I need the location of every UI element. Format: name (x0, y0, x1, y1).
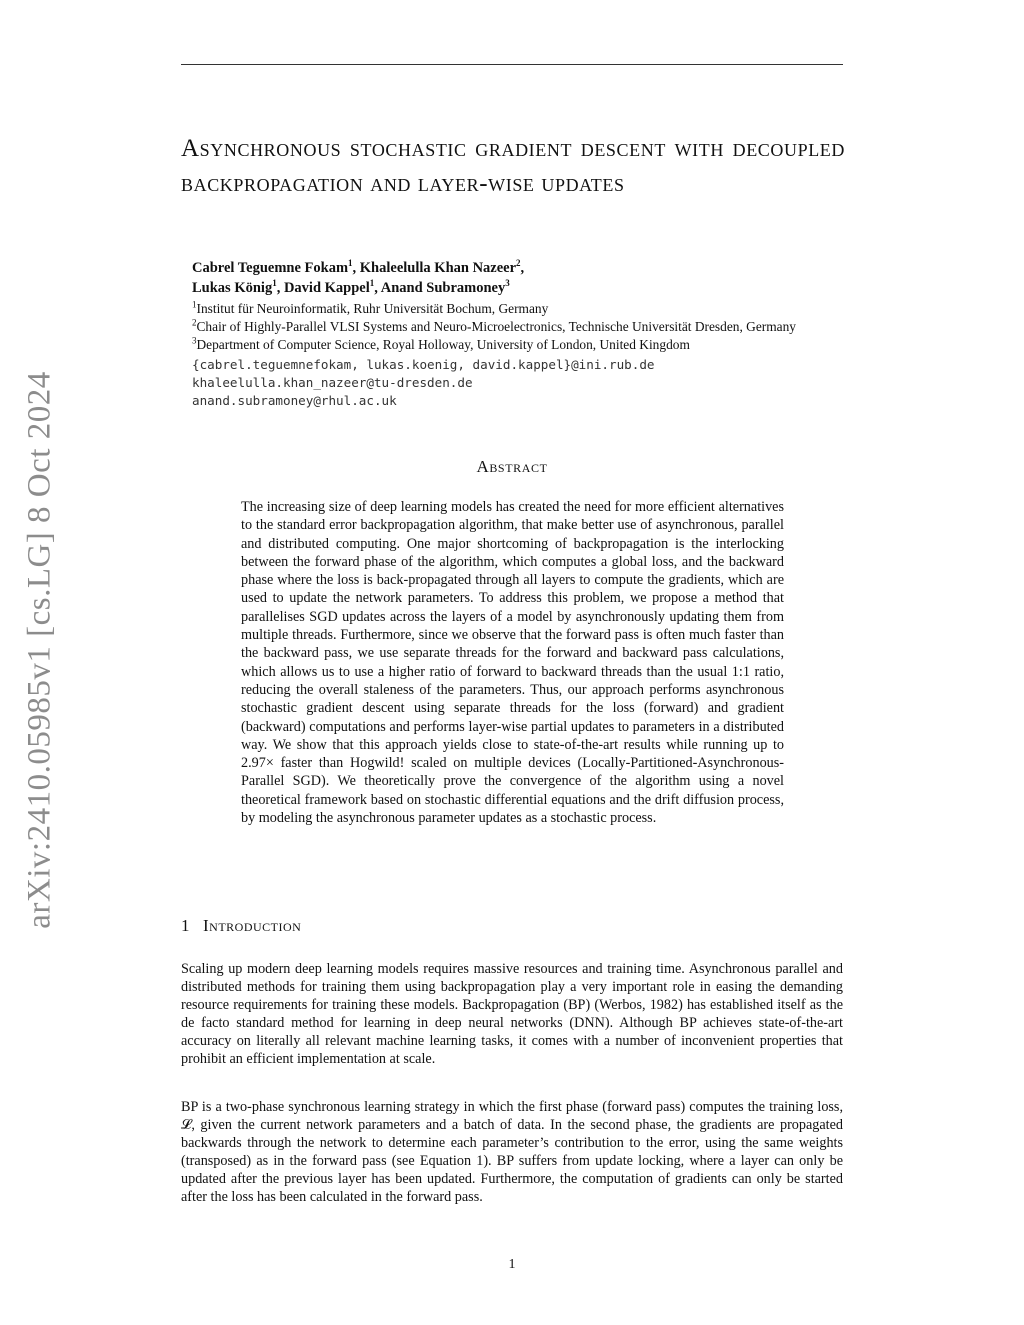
body-paragraph: BP is a two-phase synchronous learning strategy in which the first phase (forward pass) computes the training loss, 𝓛, given the current network parameters and a batch of data. In the second phase, the gradients are propagated backwards through the network to determine each parameter’s contribution to the error, using the same weights (transposed) as in the forward pass (see Equation 1). BP suffers from update locking, where a layer can only be updated after the previous layer has been updated. Furthermore, the computation of gradients can only be started after the loss has been calculated in the forward pass. (181, 1099, 843, 1206)
author-affil-mark: 1 (272, 278, 277, 289)
author-line-2 (192, 278, 892, 298)
affiliation-number: 2 (192, 317, 197, 328)
author-separator: , (374, 280, 381, 296)
header-rule (181, 64, 843, 65)
section-heading (181, 916, 301, 936)
affiliation-text: Chair of Highly-Parallel VLSI Systems and Neuro-Microelectronics, Technische Universität Dresden, Germany (196, 319, 796, 334)
author-separator: , (276, 280, 284, 296)
author-name: Cabrel Teguemne Fokam (192, 260, 349, 276)
affiliation-number: 1 (192, 299, 197, 310)
affiliation-number: 3 (192, 335, 197, 346)
affiliation-item (192, 318, 892, 336)
body-paragraph: Scaling up modern deep learning models requires massive resources and training time. Asynchronous parallel and distributed methods for training them using backpropagation play a very important role in easing the demanding resource requirements for training these models. Backpropagation (BP) (Werbos, 1982) has established itself as the de facto standard method for learning in deep neural networks (DNN). Although BP achieves state-of-the-art accuracy on literally all relevant machine learning tasks, it comes with a number of inconvenient properties that prohibit an efficient implementation at scale. (181, 961, 843, 1068)
author-affil-mark: 2 (516, 258, 521, 269)
email-list (192, 356, 892, 410)
author-separator: , (352, 260, 360, 276)
section-title: Introduction (203, 916, 302, 935)
affiliation-item (192, 336, 892, 354)
paper-title: Asynchronous stochastic gradient descent with decoupled backpropagation and layer-wise updates (181, 135, 845, 197)
author-affil-mark: 3 (505, 278, 510, 289)
author-name: Khaleelulla Khan Nazeer (359, 260, 517, 276)
email-line[interactable]: {cabrel.teguemnefokam, lukas.koenig, david.kappel}@ini.rub.de (192, 357, 655, 372)
author-name: Anand Subramoney (380, 280, 506, 296)
author-line-1 (192, 258, 892, 278)
arxiv-identifier-stamp[interactable]: arXiv:2410.05985v1 [cs.LG] 8 Oct 2024 (21, 371, 58, 929)
abstract-heading: Abstract (476, 457, 548, 476)
abstract-text: The increasing size of deep learning models has created the need for more efficient alternatives to the standard error backpropagation algorithm, that make better use of asynchronous, parallel and distributed computing. One major shortcoming of backpropagation is the interlocking between the forward phase of the algorithm, which computes a global loss, and the backward phase where the loss is back-propagated through all layers to compute the gradients, which are used to update the network parameters. To address this problem, we propose a method that parallelises SGD updates across the layers of a model by asynchronously updating them from multiple threads. Furthermore, since we observe that the forward pass is often much faster than the backward pass, we use separate threads for the forward and backward pass calculations, which allows us to use a higher ratio of forward to backward threads than the usual 1:1 ratio, reducing the overall staleness of the parameters. Thus, our approach performs asynchronous stochastic gradient descent using separate threads for the loss (forward) and gradient (backward) computations and performs layer-wise partial updates to parameters in a distributed way. We show that this approach yields close to state-of-the-art results while running up to 2.97× faster than Hogwild! scaled on multiple devices (Locally-Partitioned-Asynchronous-Parallel SGD). We theoretically prove the convergence of the algorithm using a novel theoretical framework based on stochastic differential equations and the drift diffusion process, by modeling the asynchronous parameter updates as a stochastic process. (241, 499, 784, 827)
author-name: David Kappel (283, 280, 370, 296)
author-affil-mark: 1 (348, 258, 353, 269)
author-separator: , (520, 260, 525, 276)
email-line[interactable]: anand.subramoney@rhul.ac.uk (192, 393, 397, 408)
affiliation-item (192, 300, 892, 318)
affiliation-list (192, 300, 892, 354)
email-line[interactable]: khaleelulla.khan_nazeer@tu-dresden.de (192, 375, 473, 390)
affiliation-text: Institut für Neuroinformatik, Ruhr Universität Bochum, Germany (196, 301, 549, 316)
section-number: 1 (181, 916, 190, 935)
page-number: 1 (508, 1257, 516, 1272)
author-name: Lukas König (192, 280, 273, 296)
author-affil-mark: 1 (369, 278, 375, 289)
author-list (192, 258, 892, 298)
affiliation-text: Department of Computer Science, Royal Holloway, University of London, United Kingdom (196, 337, 690, 352)
